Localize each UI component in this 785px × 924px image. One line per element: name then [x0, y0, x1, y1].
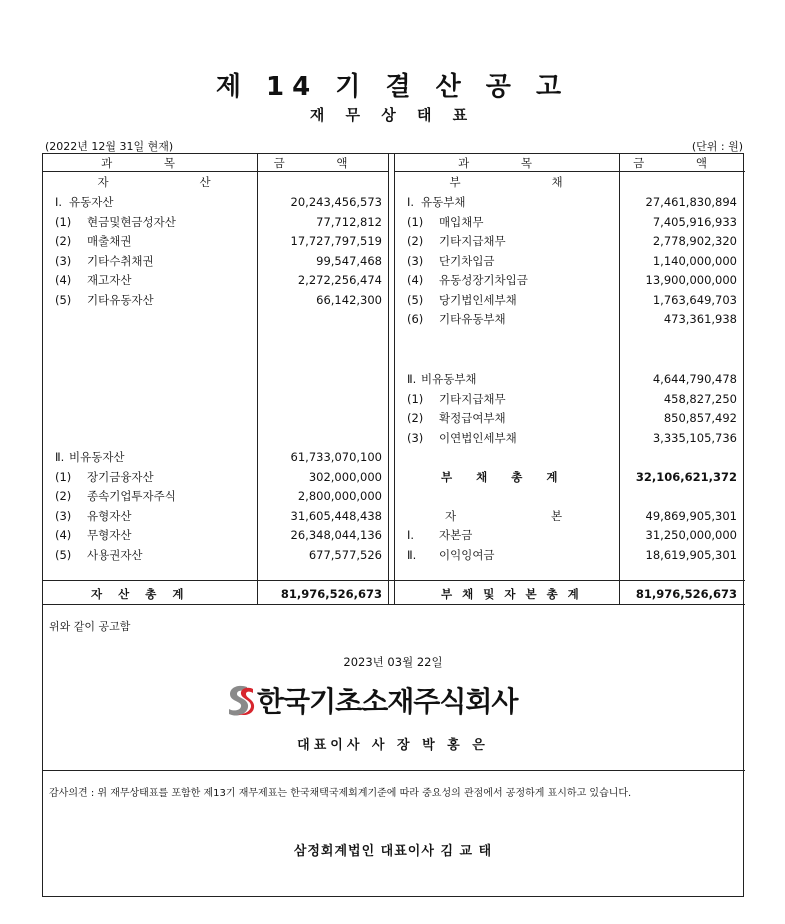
table-row	[395, 546, 743, 565]
row-label: 비유동부채	[421, 372, 477, 386]
company-name: 한국기초소재주식회사	[257, 685, 518, 718]
grand-total-label: 부 채 및 자 본 총 계	[441, 587, 582, 601]
row-amount: 31,250,000,000	[645, 528, 737, 542]
grand-total-amount: 81,976,526,673	[635, 587, 737, 601]
publish-date: 2023년 03월 22일	[343, 655, 443, 669]
row-label: 매입채무	[439, 215, 484, 229]
row-amount: 99,547,468	[316, 254, 382, 268]
row-amount: 20,243,456,573	[290, 195, 382, 209]
table-row	[43, 193, 388, 212]
row-number: (1)	[407, 392, 424, 406]
audit-opinion: 감사의견 : 위 재무상태표를 포함한 제13기 재무제표는 한국채택국제회계기준에 따라 중요성의 관점에서 공정하게 표시하고 있습니다.	[49, 788, 632, 799]
row-amount: 61,733,070,100	[290, 450, 382, 464]
table-row	[395, 409, 743, 428]
row-number: (3)	[407, 254, 424, 268]
row-amount: 27,461,830,894	[645, 195, 737, 209]
row-label: 기타수취채권	[87, 254, 154, 268]
ceo-signature: 대표이사 사 장 박 홍 은	[297, 738, 489, 753]
row-number: (2)	[55, 489, 72, 503]
row-label: 기타지급채무	[439, 234, 506, 248]
table-row	[43, 291, 388, 310]
assets-total-row	[43, 585, 388, 604]
row-number: (4)	[55, 273, 72, 287]
company-logo-mark-icon	[225, 683, 255, 717]
table-row	[395, 310, 743, 329]
table-row	[43, 252, 388, 271]
table-row	[43, 271, 388, 290]
row-label: 사용권자산	[87, 548, 143, 562]
row-amount: 458,827,250	[663, 392, 737, 406]
row-label: 유동성장기차입금	[439, 273, 528, 287]
table-row	[395, 390, 743, 409]
table-row	[395, 526, 743, 545]
table-row	[395, 291, 743, 310]
row-label: 단기차입금	[439, 254, 495, 268]
row-number: (5)	[407, 293, 424, 307]
row-amount: 77,712,812	[316, 215, 382, 229]
table-row	[43, 487, 388, 506]
row-label: 유동부채	[421, 195, 466, 209]
row-amount: 2,272,256,474	[297, 273, 382, 287]
row-number: (4)	[407, 273, 424, 287]
left-amount-header: 금 액	[257, 154, 388, 172]
row-number: (2)	[55, 234, 72, 248]
table-row	[395, 252, 743, 271]
assets-total-label: 자 산 총 계	[91, 587, 190, 601]
row-amount: 302,000,000	[308, 470, 382, 484]
table-row	[395, 429, 743, 448]
row-amount: 4,644,790,478	[652, 372, 737, 386]
row-label: 재고자산	[87, 273, 132, 287]
row-number: Ⅱ.	[407, 372, 417, 386]
row-amount: 26,348,044,136	[290, 528, 382, 542]
as-of-date: (2022년 12월 31일 현재)	[45, 140, 174, 153]
balance-sheet-frame	[42, 153, 744, 897]
liabilities-category-char-1: 부	[449, 175, 461, 189]
table-row	[43, 232, 388, 251]
row-amount: 850,857,492	[663, 411, 737, 425]
equity-category-row	[395, 507, 743, 526]
table-row	[43, 213, 388, 232]
equity-category-amount: 49,869,905,301	[645, 509, 737, 523]
row-number: (5)	[55, 293, 72, 307]
row-number: (3)	[55, 254, 72, 268]
assets-column	[43, 154, 388, 604]
row-amount: 7,405,916,933	[652, 215, 737, 229]
row-label: 확정급여부채	[439, 411, 506, 425]
row-number: Ⅰ.	[407, 528, 415, 542]
liabilities-equity-column	[395, 154, 743, 604]
row-amount: 66,142,300	[316, 293, 382, 307]
equity-category-char-1: 자	[445, 509, 457, 523]
row-label: 유동자산	[69, 195, 114, 209]
row-label: 당기법인세부채	[439, 293, 517, 307]
right-amount-header: 금 액	[619, 154, 745, 172]
table-row	[395, 271, 743, 290]
row-amount: 677,577,526	[308, 548, 382, 562]
table-row	[395, 213, 743, 232]
row-label: 무형자산	[87, 528, 132, 542]
liabilities-total-row	[395, 468, 743, 487]
row-amount: 18,619,905,301	[645, 548, 737, 562]
row-number: Ⅰ.	[55, 195, 63, 209]
row-number: Ⅱ.	[55, 450, 65, 464]
row-amount: 13,900,000,000	[645, 273, 737, 287]
row-label: 이연법인세부채	[439, 431, 517, 445]
total-separator	[43, 580, 745, 581]
row-number: (4)	[55, 528, 72, 542]
liabilities-total-amount: 32,106,621,372	[635, 470, 737, 484]
grand-total-row	[395, 585, 743, 604]
row-label: 비유동자산	[69, 450, 125, 464]
table-row	[43, 526, 388, 545]
audit-separator	[43, 770, 745, 771]
row-number: (6)	[407, 312, 424, 326]
company-logo	[225, 681, 517, 719]
table-row	[43, 546, 388, 565]
table-row	[43, 468, 388, 487]
row-label: 매출채권	[87, 234, 132, 248]
liabilities-total-label: 부 채 총 계	[441, 470, 568, 484]
table-row	[43, 507, 388, 526]
table-row	[395, 193, 743, 212]
table-row	[43, 448, 388, 467]
left-item-header: 과 목	[43, 154, 257, 172]
row-label: 유형자산	[87, 509, 132, 523]
assets-category-char-2: 산	[199, 175, 211, 189]
row-number: (2)	[407, 234, 424, 248]
notice-statement: 위와 같이 공고함	[49, 620, 131, 633]
row-number: (1)	[55, 215, 72, 229]
statement-title: 재 무 상 태 표	[309, 106, 476, 124]
row-amount: 2,800,000,000	[297, 489, 382, 503]
row-amount: 473,361,938	[663, 312, 737, 326]
row-number: (1)	[407, 215, 424, 229]
auditor-signature: 삼정회계법인 대표이사 김 교 태	[293, 844, 493, 859]
row-amount: 1,140,000,000	[652, 254, 737, 268]
row-number: (2)	[407, 411, 424, 425]
row-number: (5)	[55, 548, 72, 562]
table-bottom-border	[43, 604, 745, 605]
liabilities-category-char-2: 채	[551, 175, 563, 189]
row-amount: 1,763,649,703	[652, 293, 737, 307]
row-amount: 3,335,105,736	[652, 431, 737, 445]
table-row	[395, 232, 743, 251]
notice-title: 제 14 기 결 산 공 고	[215, 72, 570, 102]
row-label: 현금및현금성자산	[87, 215, 176, 229]
table-row	[395, 370, 743, 389]
equity-category-char-2: 본	[551, 509, 563, 523]
row-label: 기타유동부채	[439, 312, 506, 326]
row-amount: 2,778,902,320	[652, 234, 737, 248]
unit-note: (단위 : 원)	[691, 140, 743, 153]
row-label: 기타유동자산	[87, 293, 154, 307]
row-number: (1)	[55, 470, 72, 484]
row-amount: 31,605,448,438	[290, 509, 382, 523]
right-item-header: 과 목	[395, 154, 619, 172]
assets-category-char-1: 자	[97, 175, 109, 189]
row-number: Ⅱ.	[407, 548, 417, 562]
center-double-divider	[388, 154, 395, 604]
row-label: 종속기업투자주식	[87, 489, 176, 503]
row-number: Ⅰ.	[407, 195, 415, 209]
row-label: 자본금	[439, 528, 473, 542]
assets-total-amount: 81,976,526,673	[280, 587, 382, 601]
row-number: (3)	[55, 509, 72, 523]
row-label: 이익잉여금	[439, 548, 495, 562]
row-label: 장기금융자산	[87, 470, 154, 484]
row-amount: 17,727,797,519	[290, 234, 382, 248]
row-label: 기타지급채무	[439, 392, 506, 406]
row-number: (3)	[407, 431, 424, 445]
